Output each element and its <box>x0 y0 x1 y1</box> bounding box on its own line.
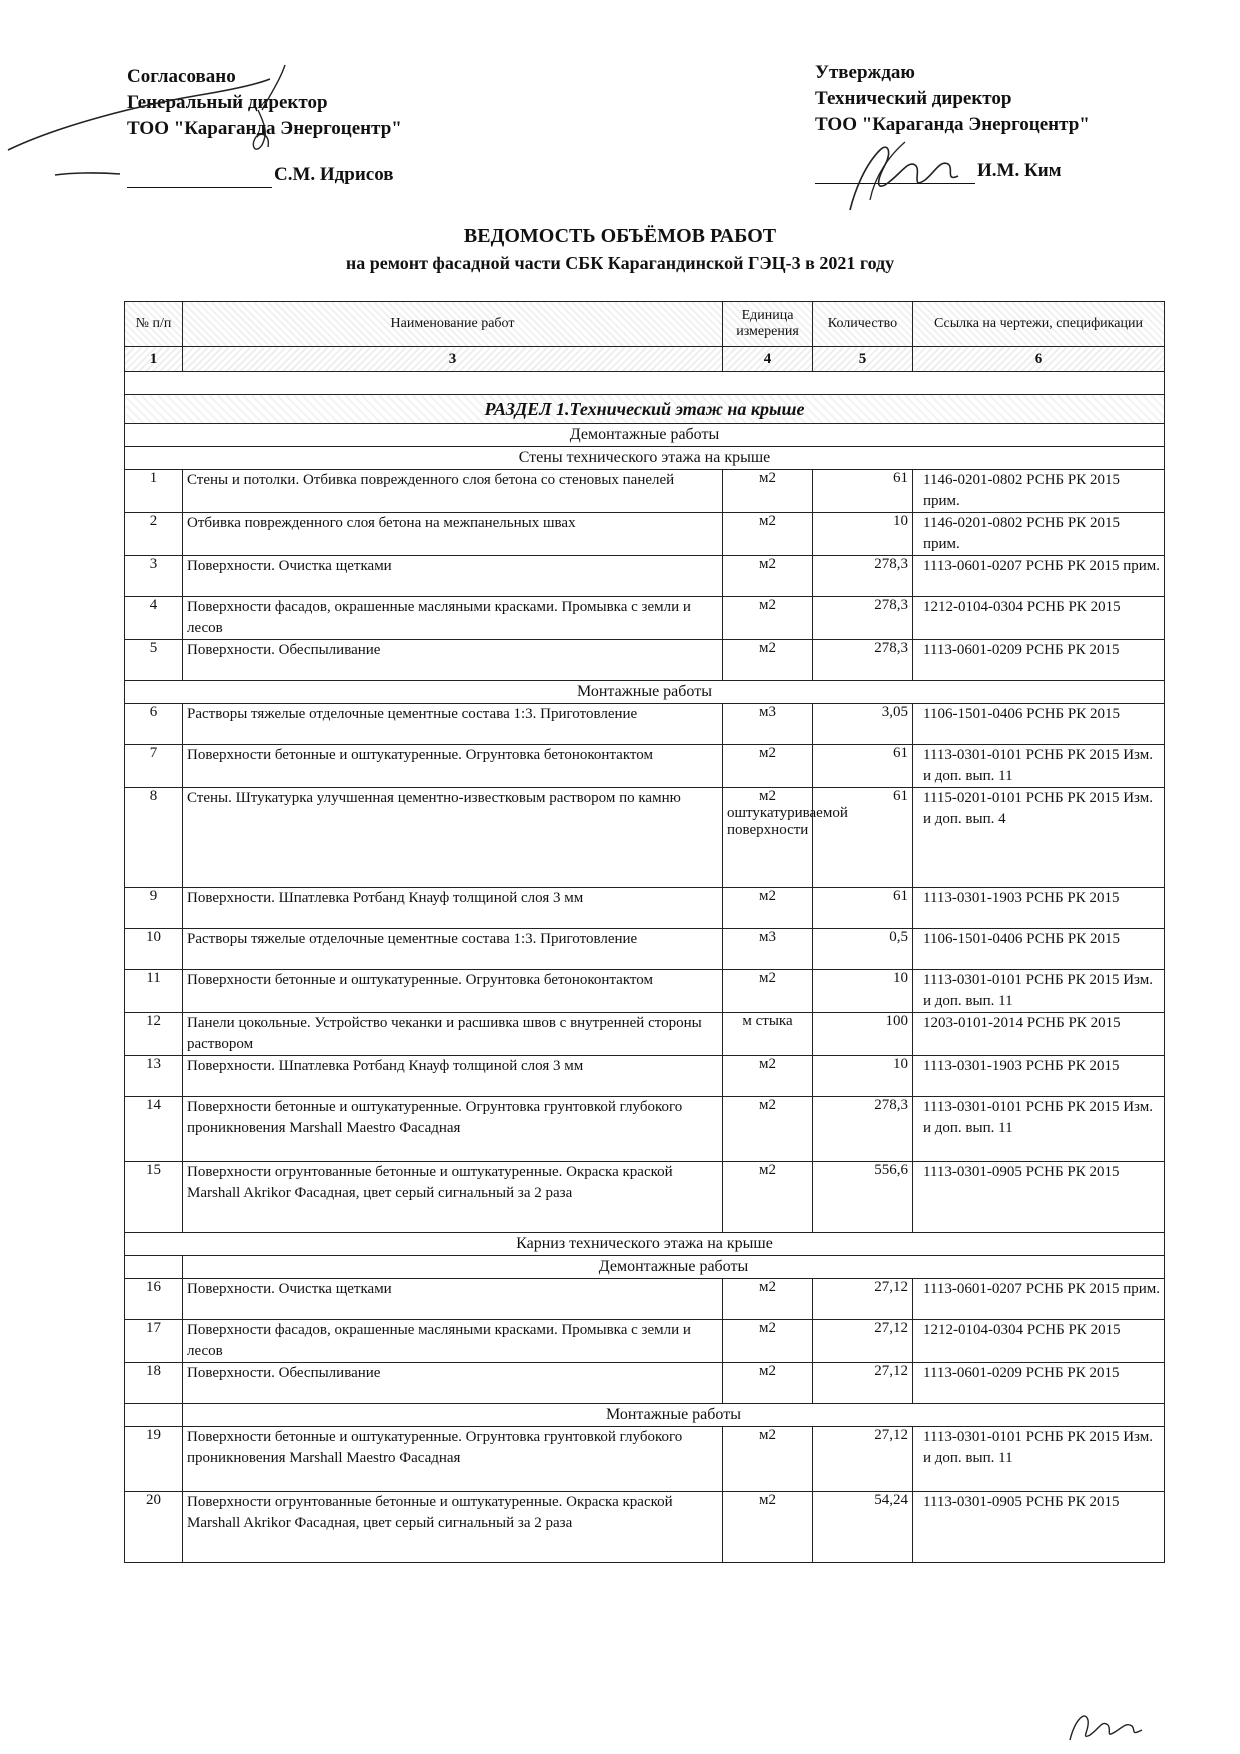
work-name: Поверхности. Обеспыливание <box>183 1363 723 1404</box>
work-name: Отбивка поврежденного слоя бетона на межпанельных швах <box>183 513 723 556</box>
work-name: Поверхности фасадов, окрашенные масляными красками. Промывка с земли и лесов <box>183 1320 723 1363</box>
reference: 1113-0301-0101 РСНБ РК 2015 Изм. и доп. вып. 11 <box>913 745 1165 788</box>
work-name: Поверхности. Очистка щетками <box>183 556 723 597</box>
row-number: 17 <box>125 1320 183 1363</box>
approval-right-line3: ТОО "Караганда Энергоцентр" <box>815 114 1090 135</box>
unit: м2 <box>723 640 813 681</box>
reference: 1146-0201-0802 РСНБ РК 2015 прим. <box>913 470 1165 513</box>
work-name: Стены. Штукатурка улучшенная цементно-известковым раствором по камню <box>183 788 723 888</box>
unit: м2 <box>723 1097 813 1162</box>
work-name: Поверхности. Шпатлевка Ротбанд Кнауф толщиной слоя 3 мм <box>183 888 723 929</box>
col-header-unit: Единица измерения <box>723 302 813 347</box>
row-group <box>125 704 1165 1233</box>
reference: 1113-0601-0209 РСНБ РК 2015 <box>913 640 1165 681</box>
works-table <box>124 301 1164 1563</box>
reference: 1203-0101-2014 РСНБ РК 2015 <box>913 1013 1165 1056</box>
unit: м2 <box>723 1427 813 1492</box>
table-row <box>125 1320 1165 1363</box>
table-row <box>125 788 1165 888</box>
subheading-row <box>125 1256 1165 1279</box>
work-name: Поверхности бетонные и оштукатуренные. Огрунтовка бетоноконтактом <box>183 970 723 1013</box>
col-number: 3 <box>183 347 723 372</box>
table-row <box>125 1162 1165 1233</box>
table-row <box>125 1279 1165 1320</box>
quantity: 278,3 <box>813 640 913 681</box>
table-row <box>125 970 1165 1013</box>
subheading: Демонтажные работы <box>125 424 1165 447</box>
table-row <box>125 1427 1165 1492</box>
quantity: 10 <box>813 513 913 556</box>
quantity: 61 <box>813 888 913 929</box>
approval-left <box>127 64 402 188</box>
col-header-ref: Ссылка на чертежи, спецификации <box>913 302 1165 347</box>
row-number: 1 <box>125 470 183 513</box>
subheading: Демонтажные работы <box>183 1256 1165 1279</box>
col-number: 5 <box>813 347 913 372</box>
page-title: ВЕДОМОСТЬ ОБЪЁМОВ РАБОТ <box>463 225 777 247</box>
reference: 1113-0301-0101 РСНБ РК 2015 Изм. и доп. вып. 11 <box>913 1427 1165 1492</box>
table-row <box>125 1363 1165 1404</box>
quantity: 61 <box>813 470 913 513</box>
subheading-row <box>125 681 1165 704</box>
work-name: Растворы тяжелые отделочные цементные состава 1:3. Приготовление <box>183 929 723 970</box>
col-number: 4 <box>723 347 813 372</box>
unit: м2 <box>723 970 813 1013</box>
row-number: 19 <box>125 1427 183 1492</box>
table-row <box>125 745 1165 788</box>
unit: м2 <box>723 1363 813 1404</box>
row-number: 16 <box>125 1279 183 1320</box>
subheading: Стены технического этажа на крыше <box>125 447 1165 470</box>
table-row <box>125 888 1165 929</box>
row-number: 14 <box>125 1097 183 1162</box>
work-name: Панели цокольные. Устройство чеканки и расшивка швов с внутренней стороны раствором <box>183 1013 723 1056</box>
subheading: Монтажные работы <box>125 681 1165 704</box>
approval-right <box>815 60 1090 184</box>
blank-row <box>125 372 1165 395</box>
quantity: 100 <box>813 1013 913 1056</box>
approval-right-line2: Технический директор <box>815 88 1012 109</box>
quantity: 10 <box>813 1056 913 1097</box>
row-number: 4 <box>125 597 183 640</box>
col-header-name: Наименование работ <box>183 302 723 347</box>
section-row <box>125 395 1165 424</box>
work-name: Поверхности бетонные и оштукатуренные. Огрунтовка бетоноконтактом <box>183 745 723 788</box>
reference: 1106-1501-0406 РСНБ РК 2015 <box>913 929 1165 970</box>
signature-line-right <box>815 165 975 184</box>
subheading-row <box>125 424 1165 447</box>
table-row <box>125 513 1165 556</box>
unit: м2 <box>723 745 813 788</box>
row-number: 13 <box>125 1056 183 1097</box>
reference: 1115-0201-0101 РСНБ РК 2015 Изм. и доп. вып. 4 <box>913 788 1165 888</box>
row-number: 3 <box>125 556 183 597</box>
subheading-row <box>125 1233 1165 1256</box>
reference: 1146-0201-0802 РСНБ РК 2015 прим. <box>913 513 1165 556</box>
row-group <box>125 1427 1165 1563</box>
reference: 1113-0301-1903 РСНБ РК 2015 <box>913 888 1165 929</box>
work-name: Поверхности бетонные и оштукатуренные. Огрунтовка грунтовкой глубокого проникновения Marshall Maestro Фасадная <box>183 1427 723 1492</box>
row-number: 15 <box>125 1162 183 1233</box>
reference: 1113-0301-0905 РСНБ РК 2015 <box>913 1492 1165 1563</box>
unit: м2 <box>723 1492 813 1563</box>
table-row <box>125 1013 1165 1056</box>
work-name: Поверхности. Шпатлевка Ротбанд Кнауф толщиной слоя 3 мм <box>183 1056 723 1097</box>
approval-left-line1: Согласовано <box>127 66 236 87</box>
quantity: 10 <box>813 970 913 1013</box>
unit: м2 <box>723 1279 813 1320</box>
row-number: 6 <box>125 704 183 745</box>
reference: 1113-0301-0101 РСНБ РК 2015 Изм. и доп. вып. 11 <box>913 1097 1165 1162</box>
table-row <box>125 929 1165 970</box>
row-number: 7 <box>125 745 183 788</box>
table-row <box>125 704 1165 745</box>
reference: 1113-0301-0905 РСНБ РК 2015 <box>913 1162 1165 1233</box>
unit: м стыка <box>723 1013 813 1056</box>
unit: м2 <box>723 470 813 513</box>
quantity: 27,12 <box>813 1320 913 1363</box>
subheading-row <box>125 1404 1165 1427</box>
row-group <box>125 1279 1165 1404</box>
work-name: Поверхности огрунтованные бетонные и оштукатуренные. Окраска краской Marshall Akrikor Фасадная, цвет серый сигнальный за 2 раза <box>183 1492 723 1563</box>
table-row <box>125 470 1165 513</box>
reference: 1113-0301-0101 РСНБ РК 2015 Изм. и доп. вып. 11 <box>913 970 1165 1013</box>
approval-right-signer: И.М. Ким <box>977 160 1062 181</box>
quantity: 61 <box>813 745 913 788</box>
table-row <box>125 1492 1165 1563</box>
unit: м2 <box>723 1162 813 1233</box>
col-header-num: № п/п <box>125 302 183 347</box>
unit: м3 <box>723 704 813 745</box>
table-row <box>125 640 1165 681</box>
row-number: 10 <box>125 929 183 970</box>
work-name: Поверхности фасадов, окрашенные масляными красками. Промывка с земли и лесов <box>183 597 723 640</box>
approval-left-signer: С.М. Идрисов <box>274 164 394 185</box>
quantity: 278,3 <box>813 597 913 640</box>
table-row <box>125 556 1165 597</box>
col-number: 6 <box>913 347 1165 372</box>
quantity: 556,6 <box>813 1162 913 1233</box>
table-header-row <box>125 302 1165 347</box>
subheading-row <box>125 447 1165 470</box>
reference: 1113-0601-0209 РСНБ РК 2015 <box>913 1363 1165 1404</box>
work-name: Поверхности. Обеспыливание <box>183 640 723 681</box>
col-number: 1 <box>125 347 183 372</box>
quantity: 278,3 <box>813 556 913 597</box>
column-number-row <box>125 347 1165 372</box>
row-number: 18 <box>125 1363 183 1404</box>
quantity: 27,12 <box>813 1279 913 1320</box>
quantity: 27,12 <box>813 1427 913 1492</box>
work-name: Поверхности огрунтованные бетонные и оштукатуренные. Окраска краской Marshall Akrikor Фасадная, цвет серый сигнальный за 2 раза <box>183 1162 723 1233</box>
row-group <box>125 470 1165 681</box>
col-header-qty: Количество <box>813 302 913 347</box>
reference: 1212-0104-0304 РСНБ РК 2015 <box>913 597 1165 640</box>
unit: м2 <box>723 556 813 597</box>
row-number: 2 <box>125 513 183 556</box>
row-number: 8 <box>125 788 183 888</box>
unit: м2 <box>723 1320 813 1363</box>
work-name: Растворы тяжелые отделочные цементные состава 1:3. Приготовление <box>183 704 723 745</box>
subheading: Монтажные работы <box>183 1404 1165 1427</box>
work-name: Поверхности бетонные и оштукатуренные. Огрунтовка грунтовкой глубокого проникновения Marshall Maestro Фасадная <box>183 1097 723 1162</box>
page-initials-icon <box>1060 1700 1150 1750</box>
reference: 1113-0601-0207 РСНБ РК 2015 прим. <box>913 556 1165 597</box>
table-row <box>125 1056 1165 1097</box>
approval-left-line3: ТОО "Караганда Энергоцентр" <box>127 118 402 139</box>
unit: м2 <box>723 597 813 640</box>
quantity: 54,24 <box>813 1492 913 1563</box>
signature-line-left <box>127 169 272 188</box>
section-title: РАЗДЕЛ 1.Технический этаж на крыше <box>125 395 1165 424</box>
row-number: 12 <box>125 1013 183 1056</box>
reference: 1212-0104-0304 РСНБ РК 2015 <box>913 1320 1165 1363</box>
table-row <box>125 1097 1165 1162</box>
page-subtitle: на ремонт фасадной части СБК Карагандинской ГЭЦ-3 в 2021 году <box>345 253 895 273</box>
table-row <box>125 597 1165 640</box>
row-number: 11 <box>125 970 183 1013</box>
unit: м2 <box>723 513 813 556</box>
work-name: Стены и потолки. Отбивка поврежденного слоя бетона со стеновых панелей <box>183 470 723 513</box>
unit: м2 оштукатуриваемой поверхности <box>723 788 813 888</box>
row-number: 5 <box>125 640 183 681</box>
quantity: 3,05 <box>813 704 913 745</box>
unit: м2 <box>723 1056 813 1097</box>
reference: 1106-1501-0406 РСНБ РК 2015 <box>913 704 1165 745</box>
approval-right-line1: Утверждаю <box>815 62 915 83</box>
reference: 1113-0601-0207 РСНБ РК 2015 прим. <box>913 1279 1165 1320</box>
approval-left-line2: Генеральный директор <box>127 92 328 113</box>
quantity: 278,3 <box>813 1097 913 1162</box>
quantity: 0,5 <box>813 929 913 970</box>
subheading: Карниз технического этажа на крыше <box>125 1233 1165 1256</box>
row-number: 9 <box>125 888 183 929</box>
unit: м2 <box>723 888 813 929</box>
unit: м3 <box>723 929 813 970</box>
reference: 1113-0301-1903 РСНБ РК 2015 <box>913 1056 1165 1097</box>
row-number: 20 <box>125 1492 183 1563</box>
work-name: Поверхности. Очистка щетками <box>183 1279 723 1320</box>
quantity: 61 <box>813 788 913 888</box>
quantity: 27,12 <box>813 1363 913 1404</box>
